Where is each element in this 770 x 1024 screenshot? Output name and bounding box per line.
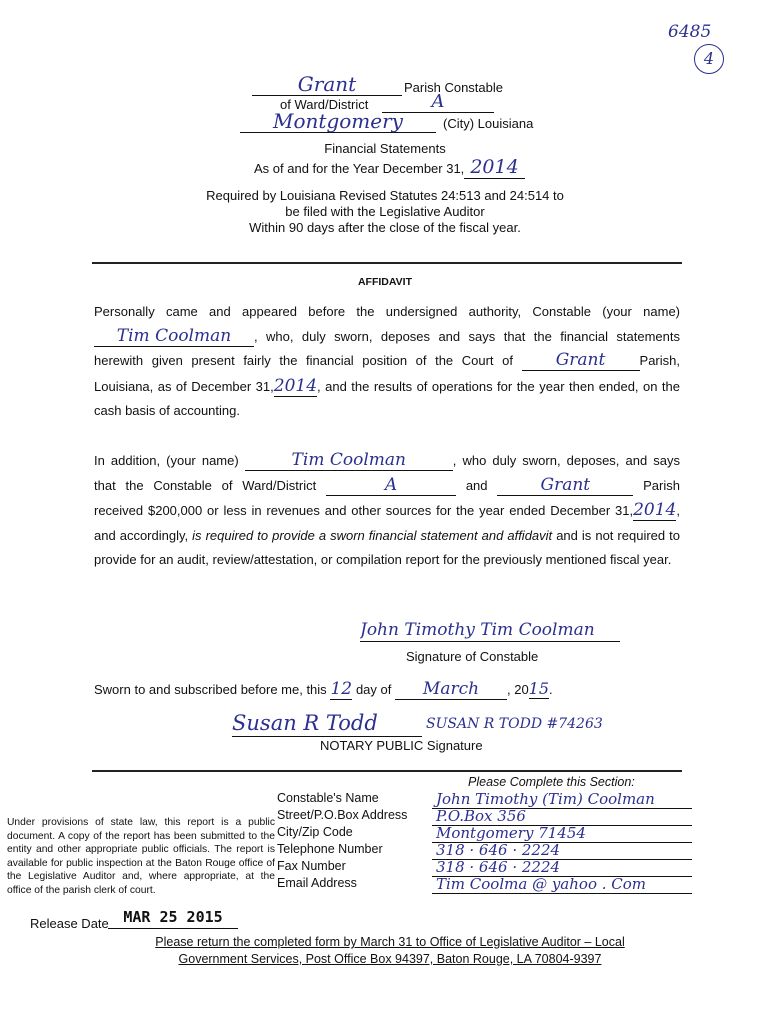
sworn-year: 15 bbox=[528, 679, 550, 698]
city-label: (City) Louisiana bbox=[443, 116, 534, 131]
field-label-telephone: Telephone Number bbox=[277, 842, 383, 856]
p2-italic-text: is required to provide a sworn financial statement and affidavit bbox=[192, 527, 553, 543]
contact-section-title: Please Complete this Section: bbox=[468, 775, 635, 789]
fs-title: Financial Statements bbox=[324, 141, 446, 156]
constable-signature: John Timothy Tim Coolman bbox=[360, 619, 620, 642]
corner-circled-number: 4 bbox=[694, 44, 724, 74]
p1-text-d: , and the results of operations for the year then ended, on the cash basis of accounting. bbox=[94, 378, 681, 418]
p1-name: Tim Coolman bbox=[116, 325, 232, 346]
parish-constable-label: Parish Constable bbox=[404, 80, 503, 95]
p1-name-blank bbox=[94, 327, 254, 347]
notary-signature: Susan R Todd bbox=[232, 710, 422, 737]
release-date-label: Release Date bbox=[30, 916, 109, 931]
field-label-city-zip: City/Zip Code bbox=[277, 825, 353, 839]
release-date-stamp: MAR 25 2015 bbox=[108, 906, 238, 929]
divider-top bbox=[92, 262, 682, 264]
p1-text-c: Parish, Louisiana, as of December 31, bbox=[94, 353, 680, 394]
p2-parish-blank bbox=[497, 476, 633, 496]
affidavit-paragraph-2 bbox=[94, 449, 680, 573]
ward-value: A bbox=[382, 92, 494, 113]
notary-label: NOTARY PUBLIC Signature bbox=[320, 738, 483, 753]
p1-text-b: , who, duly sworn, deposes and says that the financial statements herewith given present fairly the financial position of the Court of bbox=[94, 328, 680, 368]
p1-parish: Grant bbox=[555, 350, 606, 370]
p1-parish-blank bbox=[522, 351, 640, 371]
sworn-text-a: Sworn to and subscribed before me, this bbox=[94, 682, 327, 697]
constable-signature-label: Signature of Constable bbox=[406, 649, 539, 664]
field-value-fax: 318 · 646 · 2224 bbox=[432, 858, 692, 877]
affidavit-title: AFFIDAVIT bbox=[357, 276, 413, 288]
sworn-text-c: , 20 bbox=[506, 682, 529, 697]
p2-text-c: and bbox=[465, 477, 488, 493]
affidavit-paragraph-1 bbox=[94, 300, 680, 424]
city-value: Montgomery bbox=[240, 110, 436, 133]
requirement-line-2: be filed with the Legislative Auditor bbox=[285, 204, 485, 219]
sworn-month-blank bbox=[395, 680, 507, 700]
footer-line-2: Government Services, Post Office Box 94397, Baton Rouge, LA 70804-9397 bbox=[178, 952, 602, 966]
p2-intro: In addition, (your name) bbox=[94, 453, 239, 468]
sworn-month: March bbox=[422, 679, 480, 699]
header-city-row bbox=[240, 109, 540, 134]
fs-asof-row bbox=[254, 156, 574, 176]
fs-asof-label: As of and for the Year December 31, bbox=[254, 161, 465, 176]
p2-year: 2014 bbox=[633, 500, 677, 520]
field-value-email: Tim Coolma @ yahoo . Com bbox=[432, 875, 692, 894]
p2-text-d: Parish received $200,000 or less in revenues and other sources for the year ended December 31, bbox=[94, 477, 680, 518]
field-label-email: Email Address bbox=[277, 876, 357, 890]
field-label-name: Constable's Name bbox=[277, 791, 379, 805]
field-value-telephone: 318 · 646 · 2224 bbox=[432, 841, 692, 860]
sworn-row: Sworn to and subscribed before me, this 12 day of March , 2015. bbox=[94, 679, 553, 699]
requirement-line-1: Required by Louisiana Revised Statutes 24:513 and 24:514 to bbox=[206, 188, 564, 203]
notary-printed-name: SUSAN R TODD #74263 bbox=[426, 716, 603, 732]
p2-text-f: and is not required to provide for an audit, review/attestation, or compilation report for the previously mentioned fiscal year. bbox=[94, 527, 681, 567]
p1-year: 2014 bbox=[273, 375, 318, 396]
p2-ward: A bbox=[384, 474, 398, 495]
ward-label: of Ward/District bbox=[280, 97, 369, 112]
field-value-city-zip: Montgomery 71454 bbox=[432, 824, 692, 843]
requirement-line-3: Within 90 days after the close of the fiscal year. bbox=[249, 220, 521, 235]
p2-name: Tim Coolman bbox=[291, 450, 406, 470]
corner-number: 6485 bbox=[668, 22, 712, 42]
public-record-note: Under provisions of state law, this report is a public document. A copy of the report has been submitted to the entity and other appropriate public officials. The report is available for public inspection at the Baton Rouge office of the Legislative Auditor and, where appropriate, at the office of the parish clerk of court. bbox=[7, 817, 275, 896]
field-label-fax: Fax Number bbox=[277, 859, 346, 873]
p2-name-blank bbox=[245, 451, 453, 471]
parish-value: Grant bbox=[252, 73, 402, 96]
sworn-text-b: day of bbox=[355, 682, 392, 697]
sworn-day-blank bbox=[330, 680, 352, 700]
field-value-name: John Timothy (Tim) Coolman bbox=[432, 790, 692, 809]
sworn-day: 12 bbox=[330, 679, 353, 699]
divider-bottom bbox=[92, 770, 682, 772]
footer-line-1: Please return the completed form by March 31 to Office of Legislative Auditor – Local bbox=[155, 935, 625, 949]
field-label-address: Street/P.O.Box Address bbox=[277, 808, 408, 822]
p2-parish: Grant bbox=[540, 474, 591, 495]
fs-year: 2014 bbox=[464, 156, 524, 179]
p2-text-b: , who duly sworn, deposes, and says that the Constable of Ward/District bbox=[94, 453, 680, 493]
field-value-address: P.O.Box 356 bbox=[432, 807, 692, 826]
p1-intro: Personally came and appeared before the undersigned authority, Constable (your name) bbox=[94, 304, 680, 319]
p2-ward-blank bbox=[326, 476, 456, 496]
p2-text-e: , and accordingly, bbox=[94, 503, 680, 543]
